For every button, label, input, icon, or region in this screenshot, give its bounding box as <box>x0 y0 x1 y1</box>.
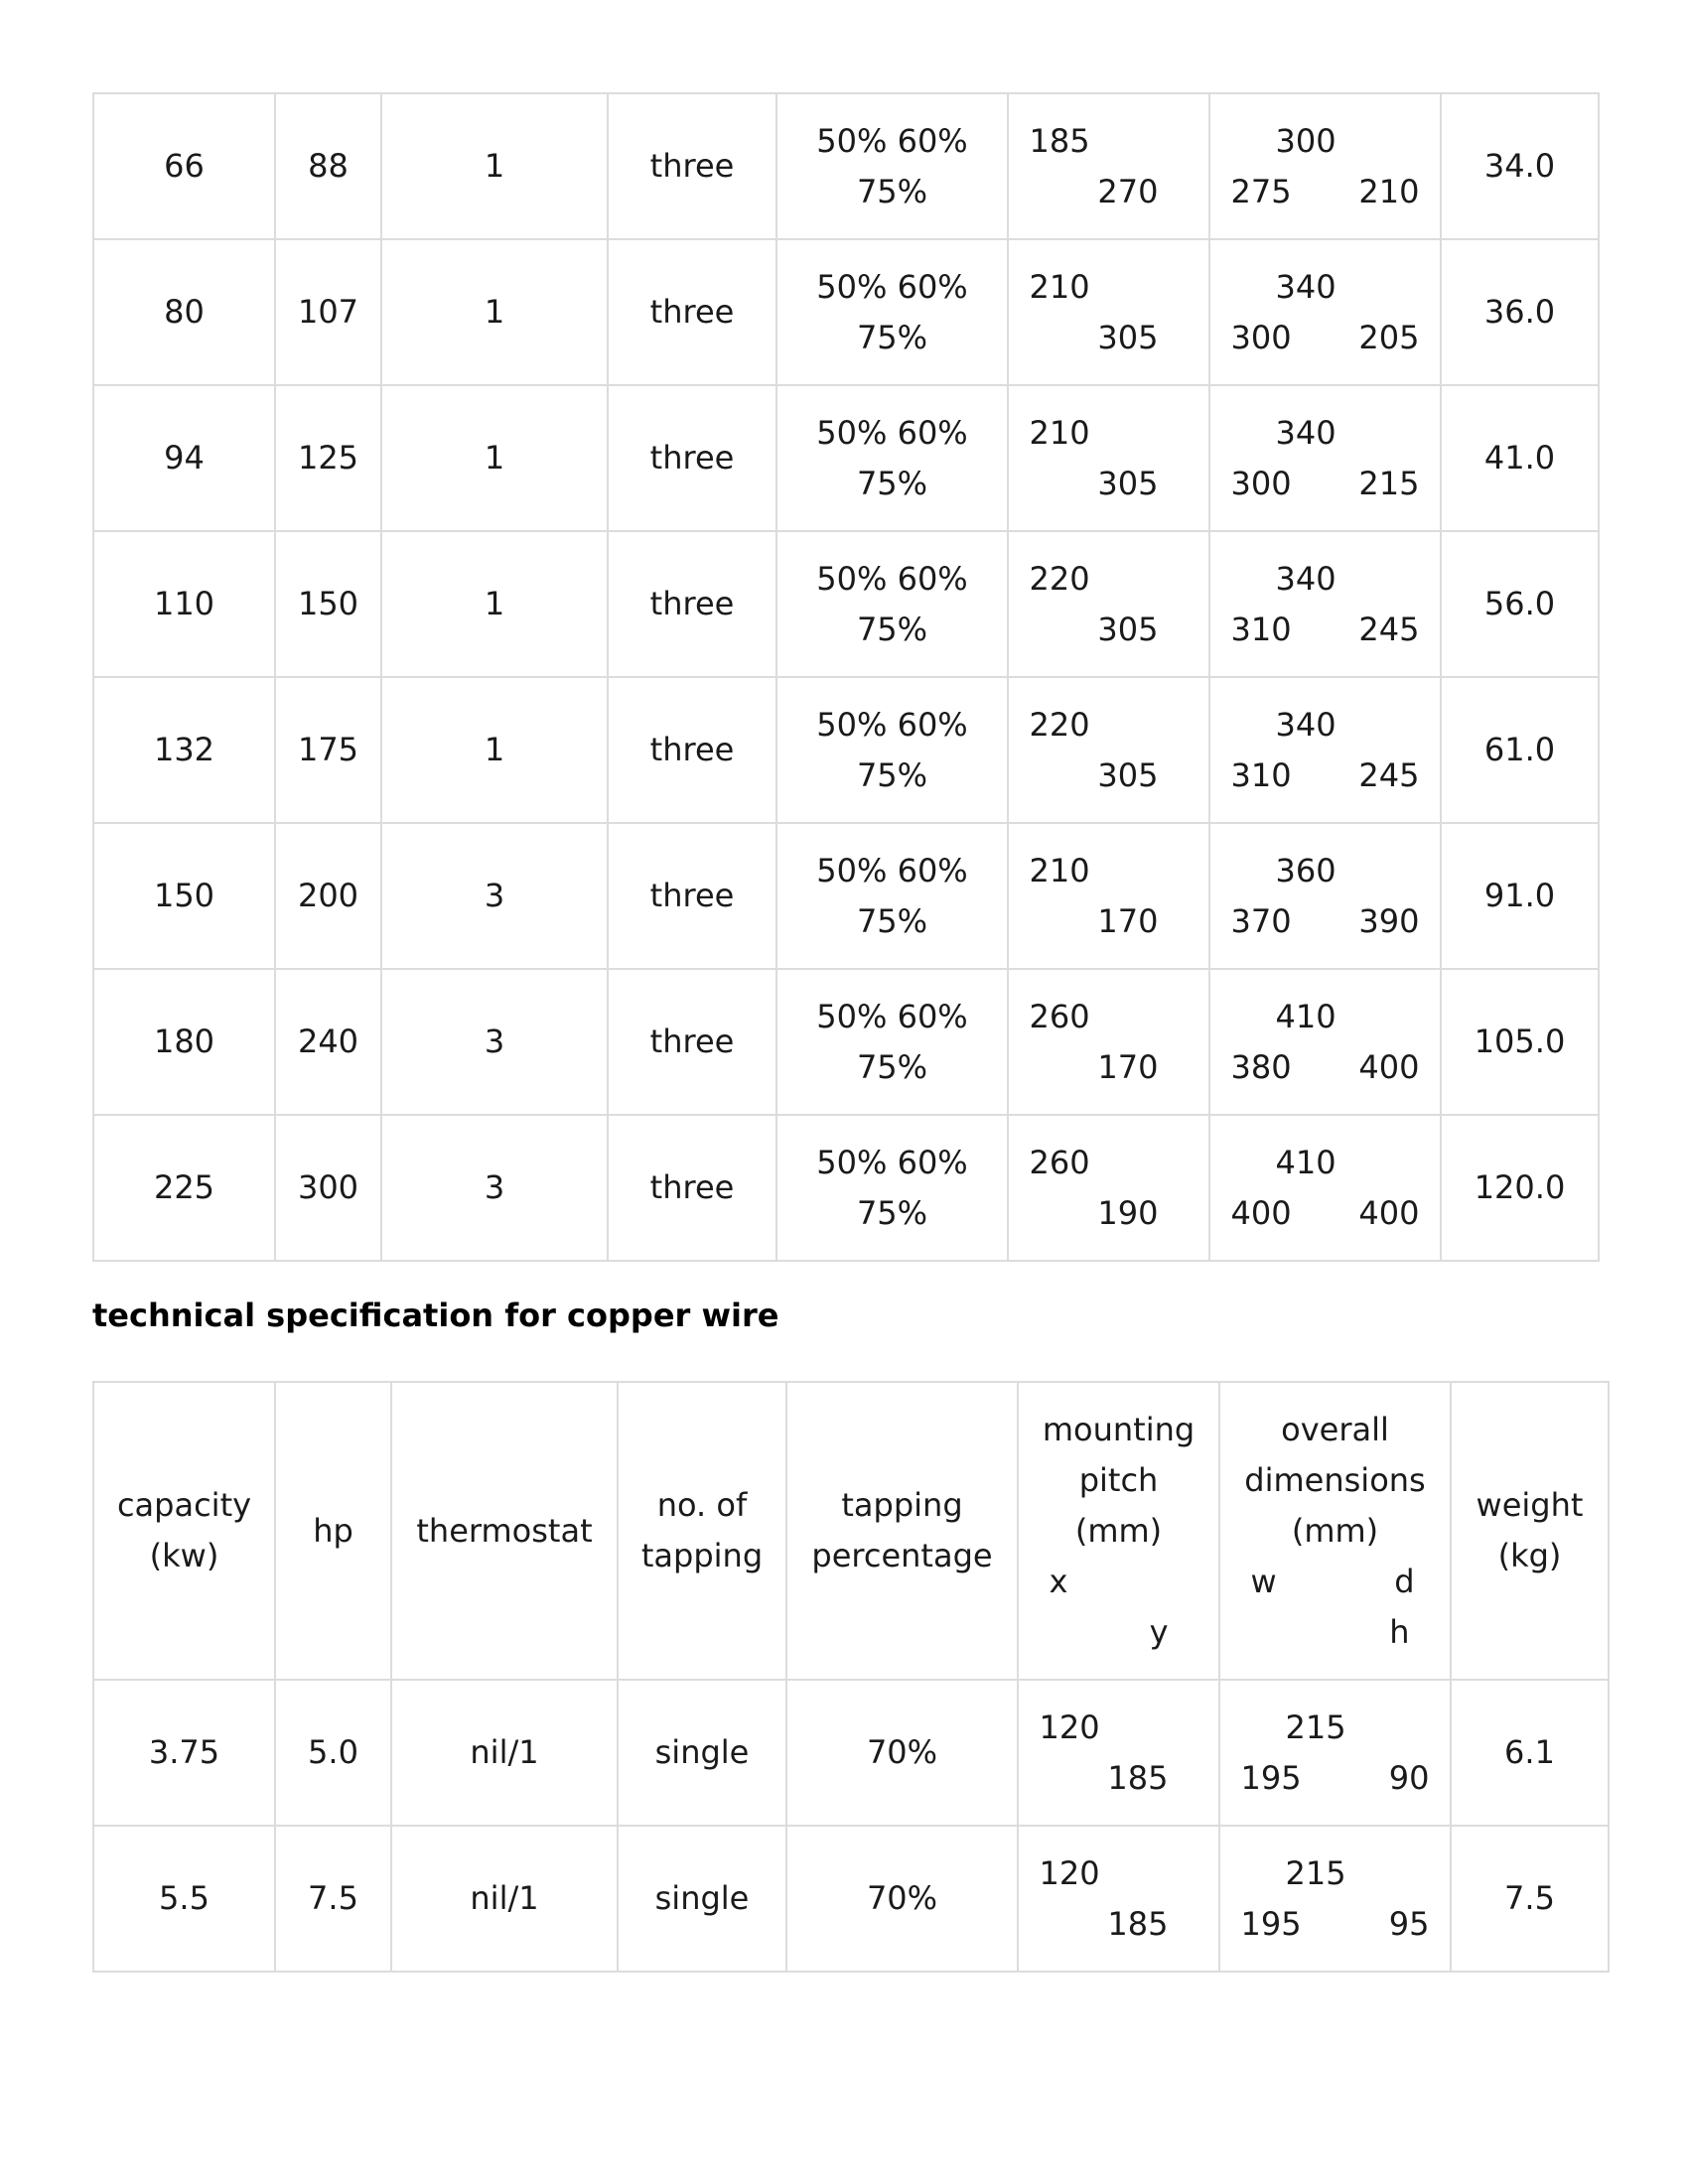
dimension-top-value: 410 <box>1275 997 1336 1035</box>
mounting-pitch-values <box>1040 1848 1198 1950</box>
hp-cell: 200 <box>275 823 381 969</box>
tapping-percentage-line1: 50% 60% <box>816 267 968 306</box>
pitch-x-value: 185 <box>1029 121 1090 160</box>
weight-cell: 6.1 <box>1451 1680 1609 1826</box>
capacity-cell: 150 <box>93 823 275 969</box>
mounting-pitch-values <box>1030 408 1189 509</box>
pitch-y-value: 170 <box>1097 1047 1159 1086</box>
overall-dimension-values <box>1231 262 1420 363</box>
header-overall-h-label: h <box>1389 1612 1410 1651</box>
mounting-pitch-cell <box>1018 1826 1219 1972</box>
header-no-of-tapping-line2: tapping <box>640 1537 764 1574</box>
capacity-cell: 3.75 <box>93 1680 275 1826</box>
dimension-left-value: 370 <box>1230 901 1292 940</box>
overall-dimension-values <box>1241 1703 1430 1804</box>
pitch-y-value: 185 <box>1107 1758 1169 1797</box>
weight-cell: 120.0 <box>1441 1115 1599 1261</box>
overall-dimensions-cell <box>1209 969 1441 1115</box>
hp-cell: 5.0 <box>275 1680 391 1826</box>
tapping-cell: three <box>608 239 776 385</box>
dimension-top-value: 340 <box>1275 267 1336 306</box>
tapping-percentage-cell <box>776 531 1008 677</box>
mounting-pitch-values <box>1030 116 1189 217</box>
thermostat-cell: 1 <box>381 385 608 531</box>
header-no-of-tapping <box>618 1382 786 1680</box>
transformer-spec-table <box>92 92 1600 1262</box>
header-mounting-pitch <box>1018 1382 1219 1680</box>
overall-dimension-values <box>1231 992 1420 1093</box>
overall-dimensions-cell <box>1209 531 1441 677</box>
dimension-left-value: 300 <box>1230 464 1292 502</box>
thermostat-cell: 3 <box>381 1115 608 1261</box>
weight-cell: 41.0 <box>1441 385 1599 531</box>
pitch-y-value: 305 <box>1097 610 1159 648</box>
pitch-x-value: 120 <box>1039 1853 1100 1892</box>
overall-dimensions-cell <box>1209 385 1441 531</box>
hp-cell: 150 <box>275 531 381 677</box>
tapping-percentage-cell <box>776 1115 1008 1261</box>
dimension-top-value: 340 <box>1275 559 1336 598</box>
overall-dimensions-cell <box>1209 677 1441 823</box>
capacity-cell: 5.5 <box>93 1826 275 1972</box>
copper-wire-spec-table <box>92 1381 1610 1973</box>
header-weight-line2: (kg) <box>1497 1537 1562 1574</box>
table-header-row <box>93 1382 1609 1680</box>
capacity-cell: 80 <box>93 239 275 385</box>
table-row <box>93 1826 1609 1972</box>
tapping-percentage-line2: 75% <box>856 755 928 794</box>
tapping-percentage-line2: 75% <box>856 1047 928 1086</box>
weight-cell: 34.0 <box>1441 93 1599 239</box>
pitch-x-value: 260 <box>1029 997 1090 1035</box>
tapping-percentage-line2: 75% <box>856 318 928 356</box>
header-weight-line1: weight <box>1476 1486 1584 1524</box>
header-overall-dimensions-line3: (mm) <box>1291 1511 1379 1550</box>
weight-cell: 91.0 <box>1441 823 1599 969</box>
dimension-top-value: 340 <box>1275 705 1336 744</box>
dimension-right-value: 210 <box>1358 172 1420 210</box>
table-row <box>93 969 1599 1115</box>
dimension-right-value: 95 <box>1388 1904 1430 1943</box>
header-mounting-pitch-line2: pitch <box>1078 1460 1159 1499</box>
weight-cell: 105.0 <box>1441 969 1599 1115</box>
mounting-pitch-values <box>1030 992 1189 1093</box>
thermostat-cell: nil/1 <box>391 1680 618 1826</box>
dimension-right-value: 90 <box>1388 1758 1430 1797</box>
dimension-right-value: 400 <box>1358 1193 1420 1232</box>
header-weight <box>1451 1382 1609 1680</box>
table-row <box>93 1115 1599 1261</box>
dimension-left-value: 310 <box>1230 755 1292 794</box>
tapping-percentage-line1: 50% 60% <box>816 413 968 452</box>
mounting-pitch-values <box>1030 700 1189 801</box>
capacity-cell: 94 <box>93 385 275 531</box>
header-tapping-percentage-line1: tapping <box>841 1486 963 1524</box>
header-no-of-tapping-line1: no. of <box>656 1486 748 1524</box>
overall-dimension-values <box>1241 1848 1430 1950</box>
header-mounting-pitch-line3: (mm) <box>1074 1511 1163 1550</box>
hp-cell: 107 <box>275 239 381 385</box>
dimension-right-value: 245 <box>1358 755 1420 794</box>
overall-dimension-values <box>1231 700 1420 801</box>
hp-cell: 125 <box>275 385 381 531</box>
header-overall-d-label: d <box>1394 1562 1415 1600</box>
weight-cell: 36.0 <box>1441 239 1599 385</box>
table-row <box>93 531 1599 677</box>
thermostat-cell: 1 <box>381 239 608 385</box>
dimension-right-value: 215 <box>1358 464 1420 502</box>
header-mounting-pitch-line1: mounting <box>1042 1410 1196 1448</box>
table-row <box>93 1680 1609 1826</box>
dimension-top-value: 410 <box>1275 1143 1336 1181</box>
mounting-pitch-cell <box>1008 823 1209 969</box>
tapping-percentage-line1: 50% 60% <box>816 705 968 744</box>
pitch-y-value: 305 <box>1097 464 1159 502</box>
pitch-y-value: 305 <box>1097 318 1159 356</box>
table-row <box>93 385 1599 531</box>
dimension-left-value: 300 <box>1230 318 1292 356</box>
tapping-cell: three <box>608 677 776 823</box>
tapping-percentage-cell: 70% <box>786 1826 1018 1972</box>
header-overall-dimensions-line1: overall <box>1281 1410 1389 1448</box>
tapping-cell: three <box>608 385 776 531</box>
tapping-cell: three <box>608 531 776 677</box>
dimension-top-value: 215 <box>1285 1853 1346 1892</box>
pitch-y-value: 270 <box>1097 172 1159 210</box>
tapping-cell: three <box>608 823 776 969</box>
tapping-percentage-line2: 75% <box>856 1193 928 1232</box>
hp-cell: 7.5 <box>275 1826 391 1972</box>
header-overall-dimensions <box>1219 1382 1451 1680</box>
dimension-left-value: 400 <box>1230 1193 1292 1232</box>
pitch-x-value: 260 <box>1029 1143 1090 1181</box>
header-capacity <box>93 1382 275 1680</box>
mounting-pitch-cell <box>1008 385 1209 531</box>
dimension-right-value: 400 <box>1358 1047 1420 1086</box>
dimension-right-value: 390 <box>1358 901 1420 940</box>
capacity-cell: 132 <box>93 677 275 823</box>
pitch-y-value: 305 <box>1097 755 1159 794</box>
tapping-percentage-cell <box>776 239 1008 385</box>
mounting-pitch-cell <box>1008 677 1209 823</box>
tapping-percentage-cell <box>776 823 1008 969</box>
pitch-y-value: 190 <box>1097 1193 1159 1232</box>
table-row <box>93 677 1599 823</box>
header-overall-dimensions-line2: dimensions <box>1244 1460 1426 1499</box>
tapping-percentage-cell <box>776 385 1008 531</box>
tapping-percentage-line2: 75% <box>856 610 928 648</box>
table-row <box>93 823 1599 969</box>
mounting-pitch-values <box>1030 846 1189 947</box>
pitch-x-value: 210 <box>1029 413 1090 452</box>
mounting-pitch-values <box>1030 262 1189 363</box>
dimension-left-value: 380 <box>1230 1047 1292 1086</box>
dimension-top-value: 340 <box>1275 413 1336 452</box>
capacity-cell: 180 <box>93 969 275 1115</box>
copper-wire-spec-table-body <box>93 1680 1609 1972</box>
thermostat-cell: 1 <box>381 531 608 677</box>
hp-cell: 300 <box>275 1115 381 1261</box>
thermostat-cell: 1 <box>381 93 608 239</box>
pitch-x-value: 210 <box>1029 267 1090 306</box>
header-thermostat: thermostat <box>391 1382 618 1680</box>
header-pitch-y-label: y <box>1149 1612 1169 1651</box>
tapping-percentage-line2: 75% <box>856 172 928 210</box>
overall-dimensions-cell <box>1219 1826 1451 1972</box>
pitch-y-value: 185 <box>1107 1904 1169 1943</box>
mounting-pitch-cell <box>1008 239 1209 385</box>
overall-dimensions-cell <box>1209 239 1441 385</box>
mounting-pitch-values <box>1030 554 1189 655</box>
header-capacity-line1: capacity <box>116 1486 252 1524</box>
dimension-left-value: 275 <box>1230 172 1292 210</box>
tapping-percentage-line1: 50% 60% <box>816 997 968 1035</box>
capacity-cell: 66 <box>93 93 275 239</box>
hp-cell: 175 <box>275 677 381 823</box>
tapping-cell: single <box>618 1680 786 1826</box>
mounting-pitch-cell <box>1008 93 1209 239</box>
table-row <box>93 239 1599 385</box>
dimension-left-value: 195 <box>1240 1758 1302 1797</box>
weight-cell: 61.0 <box>1441 677 1599 823</box>
weight-cell: 7.5 <box>1451 1826 1609 1972</box>
tapping-percentage-line1: 50% 60% <box>816 121 968 160</box>
dimension-right-value: 205 <box>1358 318 1420 356</box>
header-capacity-line2: (kw) <box>149 1537 219 1574</box>
header-overall-w-label: w <box>1250 1562 1277 1600</box>
header-tapping-percentage <box>786 1382 1018 1680</box>
dimension-top-value: 300 <box>1275 121 1336 160</box>
header-hp: hp <box>275 1382 391 1680</box>
dimension-left-value: 195 <box>1240 1904 1302 1943</box>
pitch-x-value: 120 <box>1039 1707 1100 1746</box>
hp-cell: 240 <box>275 969 381 1115</box>
table-row <box>93 93 1599 239</box>
mounting-pitch-cell <box>1008 969 1209 1115</box>
tapping-cell: three <box>608 93 776 239</box>
pitch-y-value: 170 <box>1097 901 1159 940</box>
tapping-cell: single <box>618 1826 786 1972</box>
dimension-right-value: 245 <box>1358 610 1420 648</box>
dimension-left-value: 310 <box>1230 610 1292 648</box>
hp-cell: 88 <box>275 93 381 239</box>
header-pitch-x-label: x <box>1049 1562 1068 1600</box>
tapping-percentage-line1: 50% 60% <box>816 1143 968 1181</box>
overall-dimensions-cell <box>1219 1680 1451 1826</box>
transformer-spec-table-body <box>93 93 1599 1261</box>
tapping-percentage-line2: 75% <box>856 901 928 940</box>
overall-dimensions-cell <box>1209 823 1441 969</box>
tapping-cell: three <box>608 1115 776 1261</box>
tapping-percentage-line1: 50% 60% <box>816 559 968 598</box>
capacity-cell: 225 <box>93 1115 275 1261</box>
dimension-top-value: 360 <box>1275 851 1336 889</box>
tapping-percentage-cell: 70% <box>786 1680 1018 1826</box>
tapping-percentage-line2: 75% <box>856 464 928 502</box>
thermostat-cell: nil/1 <box>391 1826 618 1972</box>
capacity-cell: 110 <box>93 531 275 677</box>
overall-dimension-values <box>1231 846 1420 947</box>
thermostat-cell: 3 <box>381 969 608 1115</box>
tapping-percentage-line1: 50% 60% <box>816 851 968 889</box>
tapping-percentage-cell <box>776 969 1008 1115</box>
overall-dimensions-cell <box>1209 1115 1441 1261</box>
overall-dimension-values <box>1231 554 1420 655</box>
header-tapping-percentage-line2: percentage <box>811 1537 993 1574</box>
mounting-pitch-values <box>1040 1703 1198 1804</box>
pitch-x-value: 220 <box>1029 705 1090 744</box>
pitch-x-value: 210 <box>1029 851 1090 889</box>
mounting-pitch-values <box>1030 1138 1189 1239</box>
overall-dimension-values <box>1231 1138 1420 1239</box>
section-title: technical specification for copper wire <box>92 1297 779 1334</box>
pitch-x-value: 220 <box>1029 559 1090 598</box>
overall-dimension-values <box>1231 116 1420 217</box>
weight-cell: 56.0 <box>1441 531 1599 677</box>
mounting-pitch-cell <box>1008 531 1209 677</box>
overall-dimensions-cell <box>1209 93 1441 239</box>
overall-dimension-values <box>1231 408 1420 509</box>
thermostat-cell: 1 <box>381 677 608 823</box>
mounting-pitch-cell <box>1008 1115 1209 1261</box>
tapping-percentage-cell <box>776 677 1008 823</box>
dimension-top-value: 215 <box>1285 1707 1346 1746</box>
tapping-percentage-cell <box>776 93 1008 239</box>
thermostat-cell: 3 <box>381 823 608 969</box>
mounting-pitch-cell <box>1018 1680 1219 1826</box>
tapping-cell: three <box>608 969 776 1115</box>
